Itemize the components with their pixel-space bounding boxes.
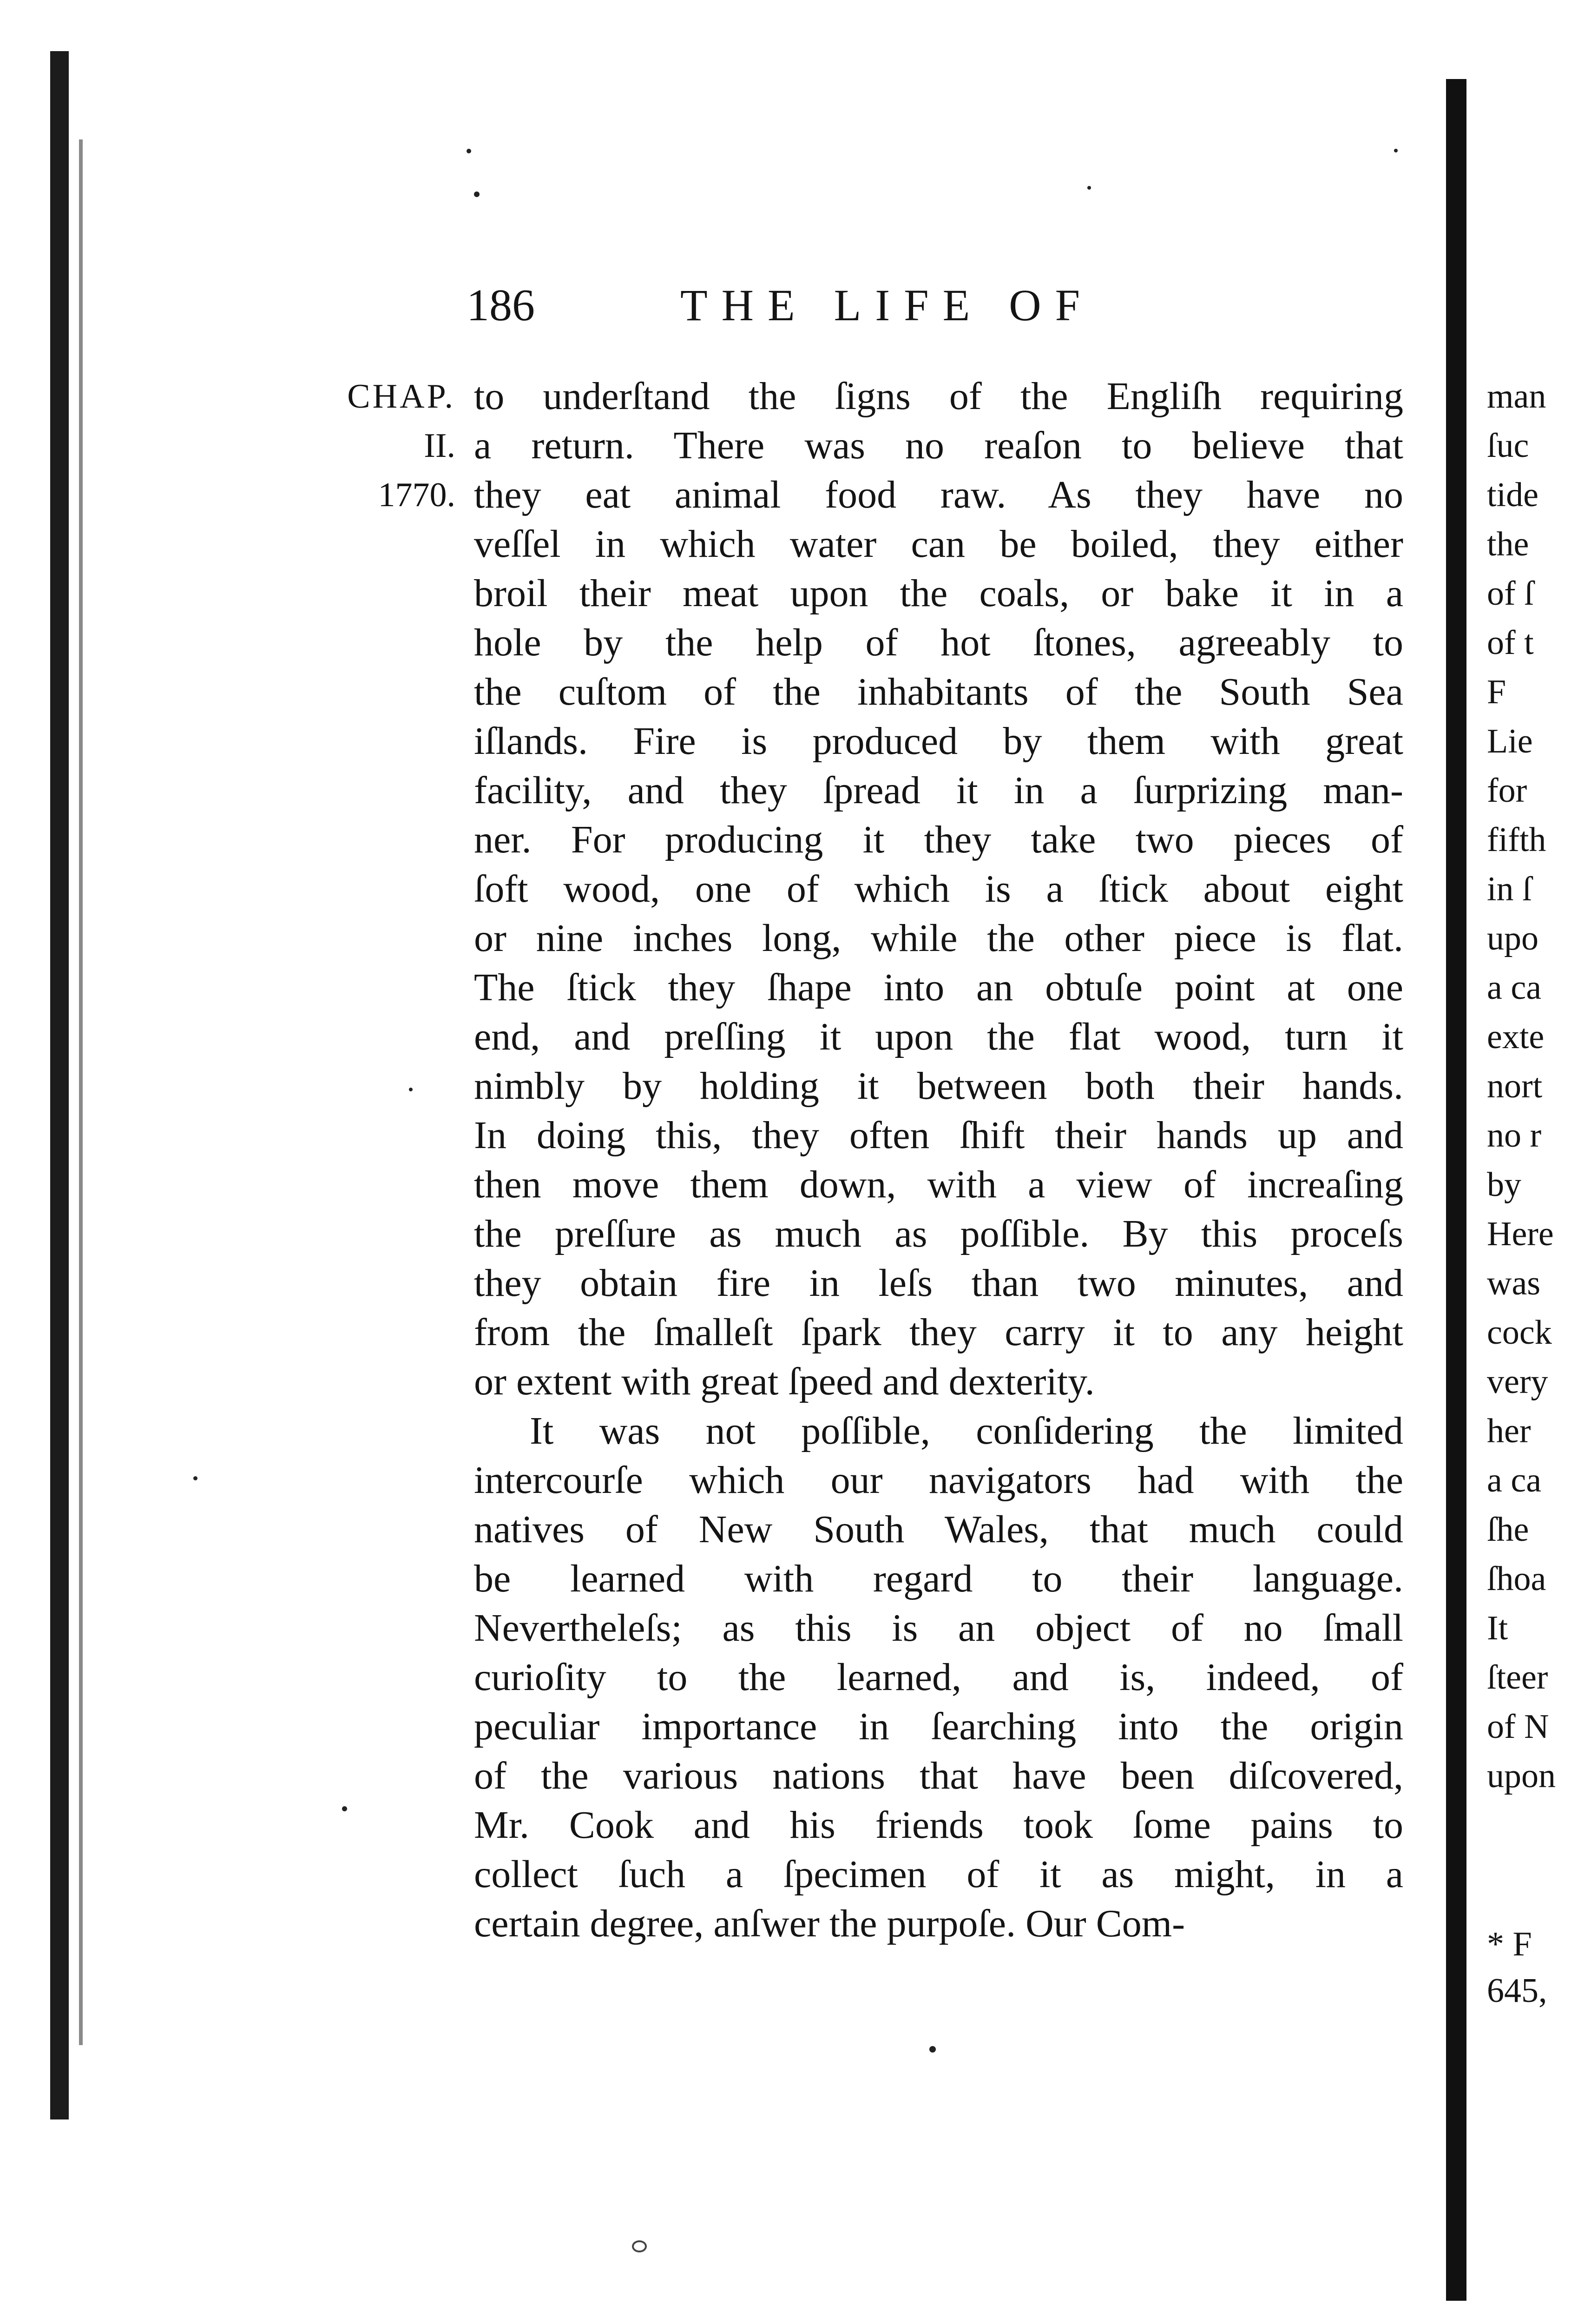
facing-text-line: upo — [1487, 919, 1538, 957]
text-line: ſoft wood, one of which is a ſtick about eight — [474, 867, 1403, 911]
facing-text-line: nort — [1487, 1067, 1543, 1105]
text-line: or nine inches long, while the other piece is flat. — [474, 917, 1403, 960]
facing-text-line: Lie — [1487, 722, 1533, 760]
text-line: be learned with regard to their language. — [474, 1557, 1403, 1600]
text-line: certain degree, anſwer the purpoſe. Our Com- — [474, 1902, 1185, 1945]
text-line: facility, and they ſpread it in a ſurprizing man- — [474, 769, 1403, 812]
text-line: Nevertheleſs; as this is an object of no ſmall — [474, 1606, 1403, 1650]
facing-text-line: in ſ — [1487, 870, 1532, 908]
facing-text-line: a ca — [1487, 1461, 1542, 1499]
facing-text-line: of t — [1487, 624, 1534, 662]
text-line: or extent with great ſpeed and dexterity. — [474, 1360, 1095, 1403]
facing-text-line: her — [1487, 1412, 1531, 1450]
text-line: then move them down, with a view of increaſing — [474, 1163, 1403, 1206]
facing-text-line: for — [1487, 772, 1527, 810]
text-line: they eat animal food raw. As they have no — [474, 473, 1403, 516]
ink-speck — [1087, 186, 1091, 190]
facing-text-line: of N — [1487, 1708, 1549, 1746]
text-line: a return. There was no reaſon to believe that — [474, 424, 1403, 467]
facing-text-line: very — [1487, 1363, 1548, 1401]
margin-year: 1770. — [378, 476, 455, 514]
facing-text-line: the — [1487, 525, 1529, 563]
facing-text-line: a ca — [1487, 969, 1542, 1007]
ink-speck — [929, 2046, 936, 2053]
facing-text-line: tide — [1487, 476, 1538, 514]
text-line: intercourſe which our navigators had with the — [474, 1459, 1403, 1502]
text-line: nimbly by holding it between both their hands. — [474, 1064, 1403, 1108]
body-text — [474, 372, 1403, 1948]
text-line: In doing this, they often ſhift their hands up and — [474, 1114, 1403, 1157]
chapter-label: CHAP. — [347, 377, 455, 416]
facing-page-fragment — [1487, 372, 1591, 2231]
facing-text-line: by — [1487, 1166, 1521, 1204]
text-line: It was not poſſible, conſidering the limited — [530, 1409, 1403, 1452]
facing-text-line: exte — [1487, 1018, 1545, 1056]
chapter-number: II. — [424, 427, 455, 465]
facing-text-line: of ſ — [1487, 574, 1534, 613]
text-line: The ſtick they ſhape into an obtuſe point at one — [474, 966, 1403, 1009]
running-head — [467, 275, 1219, 336]
facing-text-line: man — [1487, 377, 1546, 416]
text-line: hole by the help of hot ſtones, agreeably to — [474, 621, 1403, 664]
running-title: THE LIFE OF — [680, 280, 1094, 330]
text-line: to underſtand the ſigns of the Engliſh requiring — [474, 375, 1403, 418]
facing-text-line: fifth — [1487, 821, 1546, 859]
facing-text-line: no r — [1487, 1116, 1542, 1155]
facing-text-line: upon — [1487, 1757, 1556, 1795]
ink-speck — [1394, 149, 1398, 152]
text-line: veſſel in which water can be boiled, they either — [474, 522, 1403, 566]
facing-text-line: was — [1487, 1264, 1541, 1302]
ink-speck — [474, 191, 480, 197]
page-number: 186 — [467, 280, 535, 330]
facing-text-line: F — [1487, 673, 1506, 711]
text-line: the preſſure as much as poſſible. By this proceſs — [474, 1212, 1403, 1255]
gutter-rule — [1446, 79, 1466, 2301]
ink-speck — [409, 1088, 413, 1091]
text-line: from the ſmalleſt ſpark they carry it to any height — [474, 1311, 1403, 1354]
binding-edge — [50, 51, 69, 2119]
text-line: Mr. Cook and his friends took ſome pains to — [474, 1803, 1403, 1847]
text-line: iſlands. Fire is produced by them with great — [474, 720, 1403, 763]
text-line: curioſity to the learned, and is, indeed, of — [474, 1656, 1403, 1699]
facing-text-line: ſhoa — [1487, 1560, 1546, 1598]
text-line: end, and preſſing it upon the flat wood, turn it — [474, 1015, 1403, 1058]
facing-footnote-line: 645, — [1487, 1972, 1547, 2010]
text-line: ner. For producing it they take two pieces of — [474, 818, 1403, 861]
text-line: broil their meat upon the coals, or bake it in a — [474, 572, 1403, 615]
ink-speck — [632, 2240, 647, 2252]
ink-speck — [193, 1476, 197, 1480]
facing-text-line: ſuc — [1487, 427, 1529, 465]
ink-speck — [342, 1806, 347, 1811]
text-line: of the various nations that have been diſcovered, — [474, 1754, 1403, 1797]
text-line: collect ſuch a ſpecimen of it as might, in a — [474, 1853, 1403, 1896]
text-line: the cuſtom of the inhabitants of the South Sea — [474, 670, 1403, 713]
facing-text-line: ſteer — [1487, 1658, 1548, 1697]
text-line: natives of New South Wales, that much could — [474, 1508, 1403, 1551]
binding-edge-shadow — [79, 139, 83, 2045]
facing-text-line: It — [1487, 1609, 1508, 1647]
facing-text-line: Here — [1487, 1215, 1554, 1253]
ink-speck — [467, 149, 471, 153]
text-line: they obtain fire in leſs than two minutes, and — [474, 1261, 1403, 1305]
facing-text-line: cock — [1487, 1314, 1552, 1352]
margin-note — [260, 372, 455, 520]
facing-footnote-line: * F — [1487, 1925, 1532, 1963]
text-line: peculiar importance in ſearching into the origin — [474, 1705, 1403, 1748]
facing-text-line: ſhe — [1487, 1511, 1529, 1549]
